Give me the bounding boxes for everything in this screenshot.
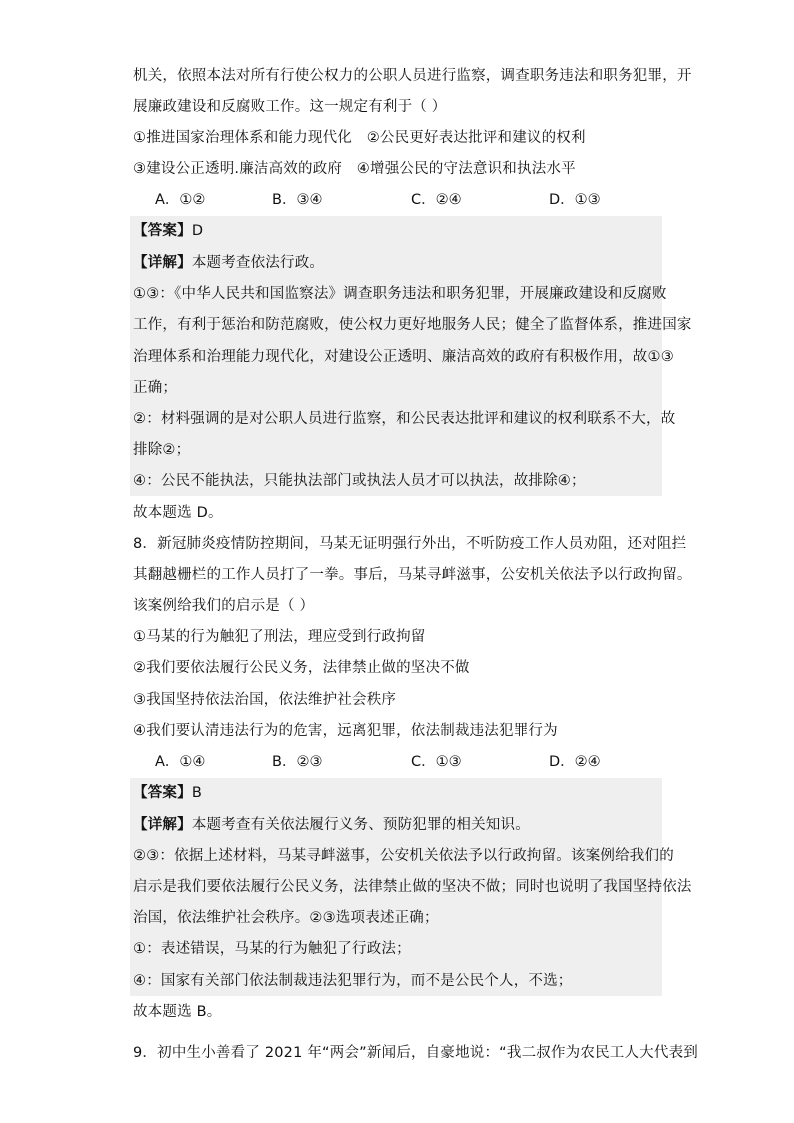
q7-explanation-line-5: ②：材料强调的是对公职人员进行监察，和公民表达批评和建议的权利联系不大，故: [133, 411, 676, 427]
q7-option-b: B．③④: [272, 192, 323, 208]
q8-detail-label: 【详解】: [133, 817, 192, 833]
q7-explanation-line-8: 故本题选 D。: [133, 505, 223, 521]
q7-detail-intro: 本题考查依法行政。: [191, 255, 325, 271]
q7-stem-line-1: 机关，依照本法对所有行使公权力的公职人员进行监察，调查职务违法和职务犯罪，开: [133, 68, 692, 84]
q8-explanation-line-6: 故本题选 B。: [133, 1004, 222, 1020]
q8-answer-line: [133, 783, 663, 803]
q7-statement-line-2: ③建设公正透明.廉洁高效的政府 ④增强公民的守法意识和执法水平: [133, 161, 576, 177]
q8-stem-line-3: 该案例给我们的启示是（ ）: [133, 598, 315, 614]
q8-option-d: D．②④: [549, 754, 601, 770]
q8-option-b: B．②③: [272, 754, 323, 770]
q7-option-d: D．①③: [549, 192, 601, 208]
q7-detail-line: [133, 253, 663, 273]
q7-explanation-line-4: 正确；: [133, 380, 178, 396]
q7-options: [155, 190, 655, 210]
q7-stem-line-2: 展廉政建设和反腐败工作。这一规定有利于（ ）: [133, 99, 447, 115]
q8-statement-2: ②我们要依法履行公民义务，法律禁止做的坚决不做: [133, 660, 470, 676]
q7-explanation-line-2: 工作，有利于惩治和防范腐败，使公权力更好地服务人民；健全了监督体系，推进国家: [133, 317, 692, 333]
q7-option-c: C．②④: [411, 192, 462, 208]
q7-answer-label: 【答案】: [133, 223, 192, 239]
q8-explanation-line-4: ①：表述错误，马某的行为触犯了行政法；: [133, 941, 411, 957]
q8-statement-4: ④我们要认清违法行为的危害，远离犯罪，依法制裁违法犯罪行为: [133, 723, 558, 739]
q8-option-c: C．①③: [411, 754, 462, 770]
q8-explanation-line-1: ②③：依据上述材料，马某寻衅滋事，公安机关依法予以行政拘留。该案例给我们的: [133, 848, 674, 864]
q8-explanation-line-2: 启示是我们要依法履行公民义务，法律禁止做的坚决不做；同时也说明了我国坚持依法: [133, 879, 692, 895]
q7-answer-line: [133, 221, 663, 241]
q8-explanation-line-5: ④：国家有关部门依法制裁违法犯罪行为，而不是公民个人，不选；: [133, 973, 573, 989]
q8-option-a: A．①④: [155, 754, 206, 770]
q9-stem-line-1: 9．初中生小善看了 2021 年“两会”新闻后，自豪地说：“我二叔作为农民工人大代表到: [133, 1045, 698, 1061]
q8-explanation-line-3: 治国，依法维护社会秩序。②③选项表述正确；: [133, 910, 439, 926]
q7-statement-line-1: ①推进国家治理体系和能力现代化 ②公民更好表达批评和建议的权利: [133, 130, 586, 146]
q8-statement-1: ①马某的行为触犯了刑法，理应受到行政拘留: [133, 629, 426, 645]
q8-statement-3: ③我国坚持依法治国，依法维护社会秩序: [133, 692, 397, 708]
q7-explanation-line-6: 排除②；: [133, 442, 191, 458]
q8-stem-line-1: 8．新冠肺炎疫情防控期间，马某无证明强行外出，不听防疫工作人员劝阻，还对阻拦: [133, 536, 687, 552]
q7-explanation-line-3: 治理体系和治理能力现代化，对建设公正透明、廉洁高效的政府有积极作用，故①③: [133, 349, 674, 365]
q8-detail-intro: 本题考查有关依法履行义务、预防犯罪的相关知识。: [191, 817, 530, 833]
q7-explanation-line-1: ①③：《中华人民共和国监察法》调查职务违法和职务犯罪，开展廉政建设和反腐败: [133, 286, 667, 302]
q7-answer-value: D: [191, 223, 204, 239]
q8-stem-line-2: 其翻越栅栏的工作人员打了一拳。事后，马某寻衅滋事，公安机关依法予以行政拘留。: [133, 567, 692, 583]
q7-option-a: A．①②: [155, 192, 206, 208]
q8-options: [155, 752, 655, 772]
q7-explanation-line-7: ④：公民不能执法，只能执法部门或执法人员才可以执法，故排除④；: [133, 473, 586, 489]
q7-detail-label: 【详解】: [133, 255, 192, 271]
q8-answer-label: 【答案】: [133, 785, 192, 801]
q8-detail-line: [133, 815, 663, 835]
q8-answer-value: B: [191, 785, 202, 801]
